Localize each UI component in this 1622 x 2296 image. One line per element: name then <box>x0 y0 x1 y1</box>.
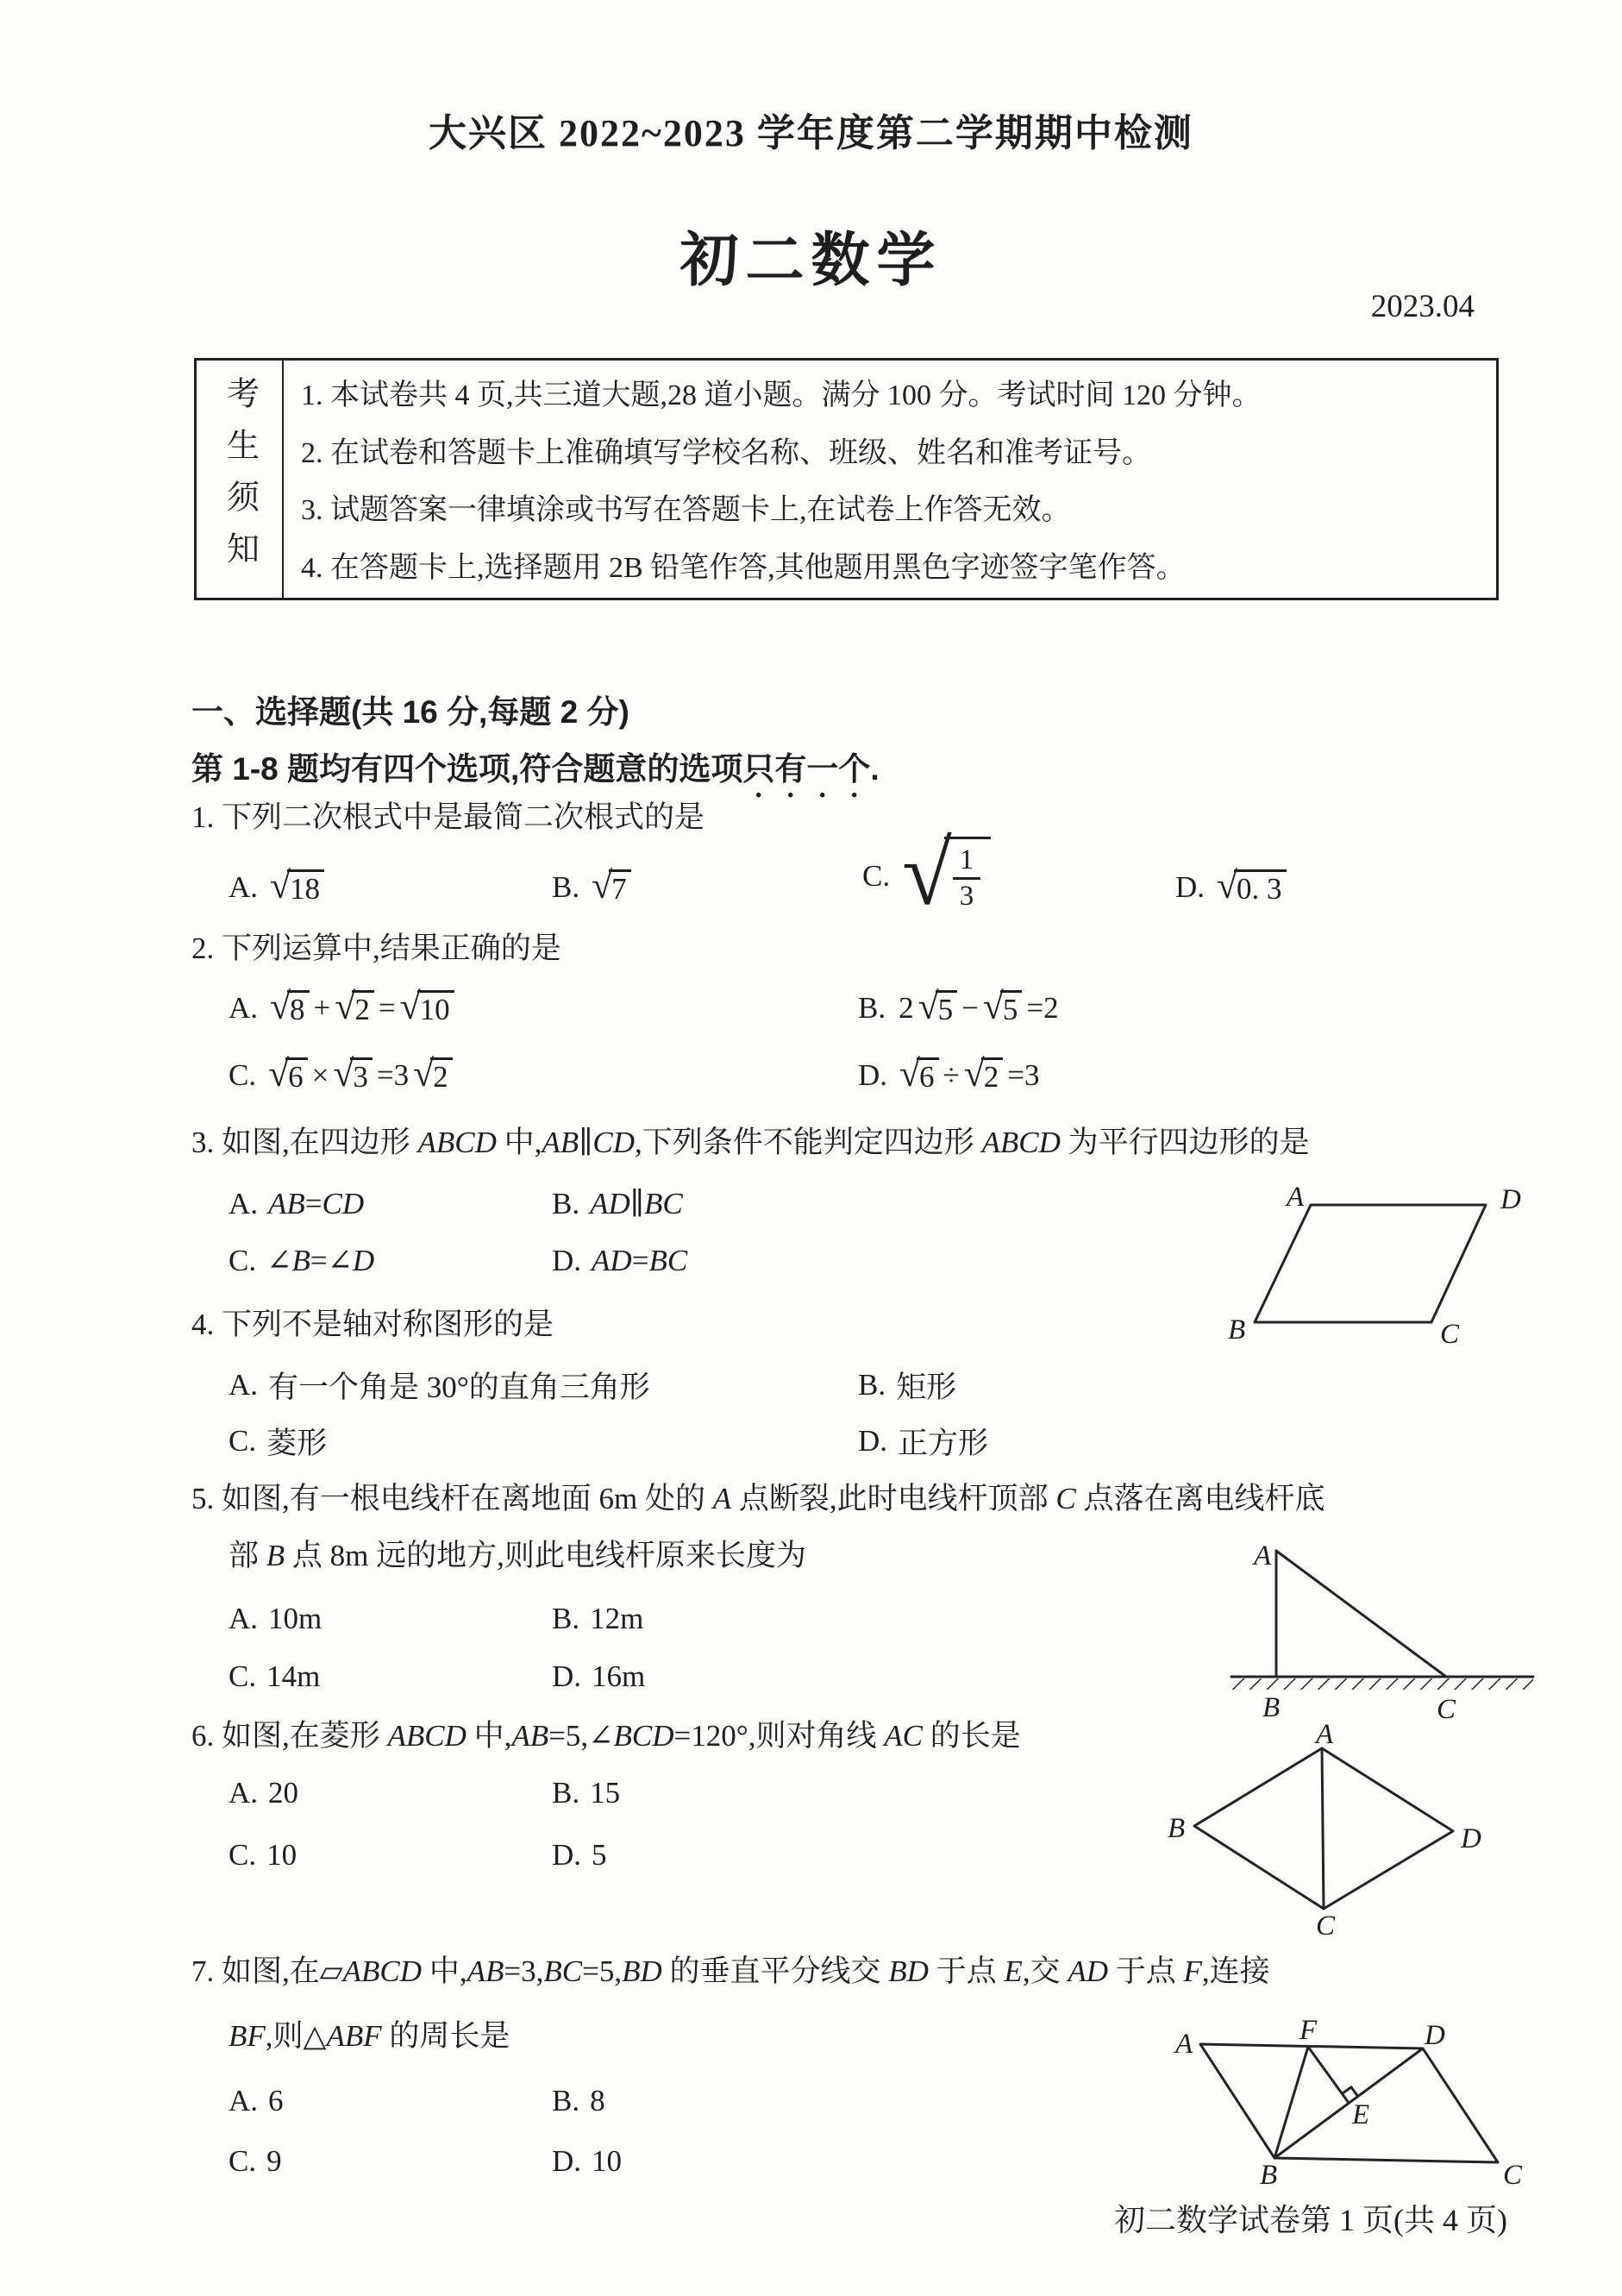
option-label: B. <box>552 2084 580 2117</box>
option-value: 5 <box>592 1838 607 1872</box>
q1-option-b <box>552 865 633 906</box>
q4-option-b <box>858 1364 956 1407</box>
q3-stem: 3. 如图,在四边形 ABCD 中,AB∥CD,下列条件不能判定四边形 ABCD 为平行四边形的是 <box>191 1126 1310 1159</box>
vertex-label: D <box>1425 2020 1445 2051</box>
option-label: D. <box>1175 869 1206 904</box>
vertex-label: B <box>1168 1813 1186 1844</box>
vertex-label: D <box>1500 1184 1521 1215</box>
q5-option-a <box>229 1602 322 1636</box>
q7-stem-line1: 7. 如图,在▱ABCD 中,AB=3,BC=5,BD 的垂直平分线交 BD 于点 E,交 AD 于点 F,连接 <box>191 1954 1270 1988</box>
option-label: A. <box>229 990 259 1025</box>
option-label: B. <box>858 1368 886 1402</box>
section-instruction: 第 1-8 题均有四个选项,符合题意的选项只有一个. <box>191 751 880 787</box>
option-label: A. <box>229 1187 259 1220</box>
option-value: AB=CD <box>268 1187 365 1220</box>
q1-option-a <box>229 865 326 906</box>
q5-option-c <box>229 1659 320 1694</box>
option-label: A. <box>229 1602 259 1635</box>
option-label: D. <box>552 1838 582 1872</box>
option-value: 15 <box>590 1776 621 1810</box>
q2-option-c <box>229 1053 454 1095</box>
q6-figure-rhombus <box>1154 1719 1525 1951</box>
option-label: C. <box>229 1659 257 1693</box>
q7-option-d <box>552 2144 622 2179</box>
q7-option-a <box>229 2084 284 2118</box>
option-value: 有一个角是 30°的直角三角形 <box>268 1371 650 1404</box>
vertex-label: A <box>1316 1719 1334 1750</box>
page-footer: 初二数学试卷第 1 页(共 4 页) <box>1114 2203 1507 2237</box>
option-value: 12m <box>590 1602 644 1635</box>
option-value: 6 <box>268 2084 284 2117</box>
option-value: √ 6 × √ 3 =3 √ 2 <box>266 1057 454 1094</box>
option-label: D. <box>552 1244 582 1277</box>
option-value: ∠B=∠D <box>266 1244 375 1277</box>
option-label: D. <box>552 1659 582 1693</box>
vertex-label: C <box>1316 1910 1336 1942</box>
option-value: 14m <box>266 1659 321 1693</box>
q2-option-d <box>858 1053 1043 1095</box>
vertex-label: E <box>1352 2099 1370 2130</box>
option-label: B. <box>552 1776 580 1810</box>
q1-option-d <box>1175 865 1288 906</box>
vertex-label: B <box>1260 2160 1278 2191</box>
q7-option-b <box>552 2084 605 2118</box>
q1-stem: 1. 下列二次根式中是最简二次根式的是 <box>191 800 705 834</box>
q6-option-c <box>229 1838 297 1873</box>
option-value: 10 <box>266 1838 297 1872</box>
option-value: 9 <box>266 2144 282 2178</box>
q1-option-c <box>862 823 993 924</box>
option-value: AD=BC <box>592 1244 688 1277</box>
q6-option-a <box>229 1776 298 1810</box>
option-value: √ $\frac{1}{3}$ <box>900 837 993 916</box>
option-label: D. <box>858 1057 888 1092</box>
notice-item-2: 2. 在试卷和答题卡上准确填写学校名称、班级、姓名和准考证号。 <box>301 436 1151 469</box>
q4-option-a <box>229 1364 650 1407</box>
q3-option-a <box>229 1187 364 1221</box>
vertex-label: C <box>1440 1319 1460 1350</box>
q4-option-c <box>229 1420 327 1463</box>
q5-option-b <box>552 1602 643 1636</box>
vertex-label: A <box>1175 2029 1193 2060</box>
q7-option-c <box>229 2144 282 2179</box>
q4-option-d <box>858 1420 988 1463</box>
option-label: C. <box>862 858 891 893</box>
vertex-label: B <box>1262 1692 1281 1723</box>
option-value: √ 7 <box>590 869 633 906</box>
option-label: D. <box>858 1424 888 1458</box>
vertex-label: C <box>1503 2160 1523 2191</box>
option-label: A. <box>229 1368 259 1402</box>
option-label: D. <box>552 2144 582 2178</box>
notice-item-3: 3. 试题答案一律填涂或书写在答题卡上,在试卷上作答无效。 <box>301 494 1071 527</box>
q2-option-b <box>858 986 1062 1027</box>
option-label: C. <box>229 2144 257 2178</box>
option-value: 8 <box>590 2084 605 2117</box>
q4-stem: 4. 下列不是轴对称图形的是 <box>191 1308 554 1341</box>
vertex-label: B <box>1228 1314 1246 1346</box>
option-value: 2 √ 5 − √ 5 =2 <box>899 986 1059 1027</box>
notice-item-4: 4. 在答题卡上,选择题用 2B 铅笔作答,其他题用黑色字迹签字笔作答。 <box>301 551 1186 584</box>
q5-stem-line2: 部 B 点 8m 远的地方,则此电线杆原来长度为 <box>229 1539 806 1572</box>
notice-side-label: 考生须知 <box>221 375 258 583</box>
q2-option-a <box>229 986 456 1027</box>
notice-side-cell <box>197 361 284 598</box>
section-heading: 一、选择题(共 16 分,每题 2 分) <box>191 694 629 730</box>
option-label: B. <box>552 1187 580 1220</box>
q3-option-d <box>552 1244 687 1278</box>
option-value: 矩形 <box>896 1371 957 1404</box>
option-label: A. <box>229 1776 259 1810</box>
exam-title: 初二数学 <box>679 228 943 293</box>
q3-option-c <box>229 1244 374 1278</box>
option-label: B. <box>552 869 580 904</box>
option-label: A. <box>229 869 259 904</box>
vertex-label: A <box>1254 1540 1272 1571</box>
option-value: √ 6 ÷ √ 2 =3 <box>899 1053 1040 1095</box>
option-value: √ 8 + √ 2 = √ 10 <box>268 990 456 1026</box>
q3-figure-parallelogram <box>1214 1171 1542 1352</box>
option-label: C. <box>229 1244 257 1277</box>
option-value: 16m <box>592 1659 646 1693</box>
option-label: A. <box>229 2084 259 2117</box>
vertex-label: D <box>1461 1823 1481 1854</box>
option-value: 菱形 <box>266 1427 328 1460</box>
vertex-label: A <box>1287 1182 1305 1213</box>
option-value: 10m <box>268 1602 323 1635</box>
notice-items <box>284 361 1496 598</box>
option-label: C. <box>229 1838 257 1872</box>
option-label: B. <box>552 1602 580 1635</box>
exam-date: 2023.04 <box>1370 289 1475 324</box>
option-value: √ 18 <box>268 869 326 906</box>
q2-stem: 2. 下列运算中,结果正确的是 <box>191 932 561 965</box>
option-label: B. <box>858 990 886 1025</box>
notice-item-1: 1. 本试卷共 4 页,共三道大题,28 道小题。满分 100 分。考试时间 120 分钟。 <box>301 380 1262 411</box>
exam-header-line: 大兴区 2022~2023 学年度第二学期期中检测 <box>429 112 1193 154</box>
q6-option-b <box>552 1776 620 1810</box>
option-label: C. <box>229 1424 257 1458</box>
option-value: 正方形 <box>898 1427 989 1460</box>
notice-box <box>194 358 1499 600</box>
vertex-label: C <box>1437 1694 1456 1725</box>
option-value: √ 0. 3 <box>1215 869 1288 906</box>
q5-figure-broken-pole <box>1206 1511 1550 1731</box>
q5-stem-line1: 5. 如图,有一根电线杆在离地面 6m 处的 A 点断裂,此时电线杆顶部 C 点落在离电线杆底 <box>191 1482 1325 1515</box>
option-value: 20 <box>268 1776 299 1810</box>
option-value: 10 <box>592 2144 623 2178</box>
vertex-label: F <box>1299 2015 1318 2046</box>
q5-option-d <box>552 1659 645 1694</box>
q3-option-b <box>552 1187 683 1221</box>
option-label: C. <box>229 1057 257 1092</box>
q6-stem: 6. 如图,在菱形 ABCD 中,AB=5,∠BCD=120°,则对角线 AC 的长是 <box>191 1719 1021 1753</box>
q6-option-d <box>552 1838 607 1873</box>
q7-stem-line2: BF,则△ABF 的周长是 <box>229 2019 510 2053</box>
option-value: AD∥BC <box>590 1187 683 1220</box>
